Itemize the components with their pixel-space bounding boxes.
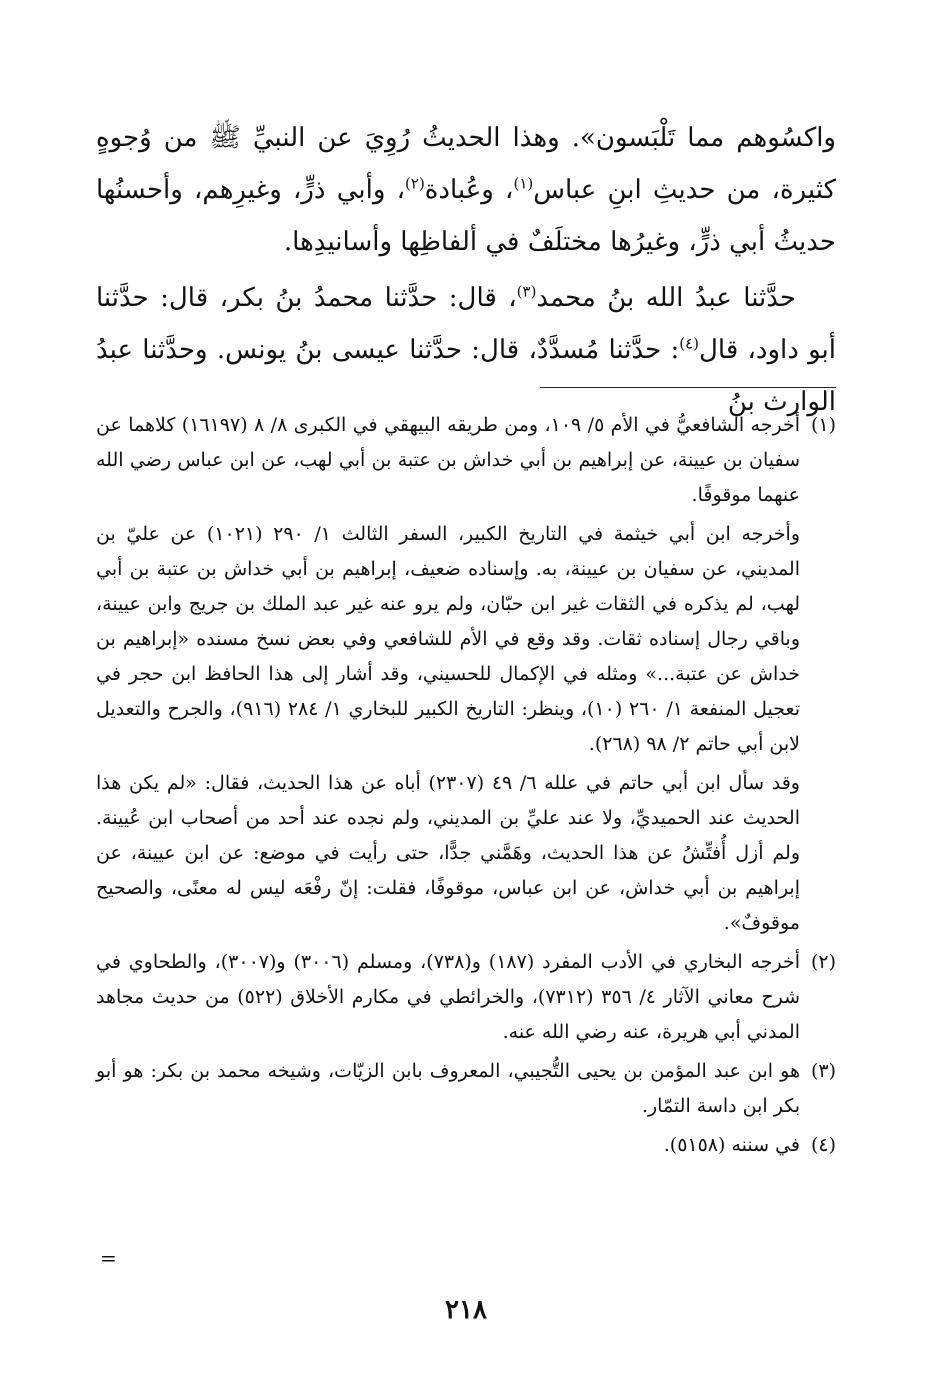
main-text: [96, 112, 836, 428]
footnote-separator: [540, 387, 836, 388]
footnote-paragraph: أخرجه الشافعيُّ في الأم ٥/ ١٠٩، ومن طريقه البيهقي في الكبرى ٨/ ٨ (١٦١٩٧) كلاهما عن سفيان بن عيينة، عن إبراهيم بن أبي خداش بن عتبة بن أبي لهب، عن ابن عباس رضي الله عنهما موقوفًا.: [96, 414, 801, 506]
footnote-number: (٤): [810, 1134, 836, 1156]
page-number: ٢١٨: [445, 1295, 487, 1325]
footnote-ref-1[interactable]: (١): [513, 174, 534, 193]
footnote-2: [96, 945, 836, 1050]
footnote-3: [96, 1054, 836, 1124]
footnote-number: (٢): [810, 951, 836, 973]
footnote-paragraph: أخرجه البخاري في الأدب المفرد (١٨٧) و(٧٣٨)، ومسلم (٣٠٠٦) و(٣٠٠٧)، والطحاوي في شرح معاني الآثار ٤/ ٣٥٦ (٧٣١٢)، والخرائطي في مكارم الأخلاق (٥٢٢) من حديث مجاهد المدني أبي هريرة، عنه رضي الله عنه.: [96, 951, 800, 1043]
main-paragraph-1-text-a: واكسُوهم مما تَلْبَسون». وهذا الحديثُ رُوِيَ عن النبيِّ ﷺ من وُجوهٍ كثيرة، من حديثِ ابنِ عباس: [96, 123, 836, 205]
main-paragraph-2: [96, 272, 836, 428]
footnote-1: [96, 408, 836, 941]
footnote-paragraph: هو ابن عبد المؤمن بن يحيى التُّجيبي، المعروف بابن الزيّات، وشيخه محمد بن بكر: هو أبو بكر ابن داسة التمّار.: [96, 1060, 800, 1117]
footnote-paragraph: في سننه (٥١٥٨).: [663, 1134, 800, 1156]
footnotes: [96, 408, 836, 1163]
footnote-number: (٣): [810, 1060, 836, 1082]
footnote-ref-2[interactable]: (٢): [405, 174, 425, 193]
main-paragraph-1: [96, 112, 836, 268]
footnote-4: [96, 1128, 836, 1163]
page: [96, 0, 836, 1375]
footnote-ref-3[interactable]: (٣): [516, 282, 537, 301]
main-paragraph-2-text-a: حدَّثنا عبدُ الله بنُ محمد: [536, 283, 796, 313]
main-paragraph-2-text-b: ، قال: حدَّثنا محمدُ بنُ بكر، قال: حدَّثنا أبو داود، قال: [96, 283, 836, 365]
footnote-number: (١): [810, 414, 836, 436]
continuation-mark: =: [100, 1246, 117, 1270]
footnote-paragraph: وقد سأل ابن أبي حاتم في علله ٦/ ٤٩ (٢٣٠٧) أباه عن هذا الحديث، فقال: «لم يكن هذا الحديث عند الحميديِّ، ولا عند عليِّ بن المديني، ولم نجده عند أحد من أصحاب ابن عُيينة. ولم أزل أُفتِّشُ عن هذا الحديث، وهَمَّني جدًّا، حتى رأيت في موضع: عن ابن عيينة، عن إبراهيم بن أبي خداش، عن ابن عباس، موقوفًا، فقلت: إنّ رفْعَه ليس له معنًى، والصحيح موقوفٌ».: [96, 772, 800, 934]
footnote-paragraph: وأخرجه ابن أبي خيثمة في التاريخ الكبير، السفر الثالث ١/ ٢٩٠ (١٠٢١) عن عليّ بن المديني، عن سفيان بن عيينة، به. وإسناده ضعيف، إبراهيم بن أبي خداش بن عتبة بن أبي لهب، لم يذكره في الثقات غير ابن حبّان، ولم يرو عنه غير عبد الملك بن جريج وابن عيينة، وباقي رجال إسناده ثقات. وقد وقع في الأم للشافعي وفي بعض نسخ مسنده «إبراهيم بن خداش عن عتبة...» ومثله في الإكمال للحسيني، وقد أشار إلى هذا الحافظ ابن حجر في تعجيل المنفعة ١/ ٢٦٠ (١٠)، وينظر: التاريخ الكبير للبخاري ١/ ٢٨٤ (٩١٦)، والجرح والتعديل لابن أبي حاتم ٢/ ٩٨ (٢٦٨).: [96, 523, 801, 755]
footnote-ref-4[interactable]: (٤): [679, 334, 699, 353]
main-paragraph-1-text-c: ، وأبي ذرٍّ، وغيرِهم، وأحسنُها حديثُ أبي ذرٍّ، وغيرُها مختلَفٌ في ألفاظِها وأسانيدِها.: [96, 175, 836, 257]
main-paragraph-2-text-c: : حدَّثنا مُسدَّدٌ، قال: حدَّثنا عيسى بنُ يونس. وحدَّثنا عبدُ الوارث بنُ: [96, 335, 836, 417]
main-paragraph-1-text-b: ، وعُبادة: [424, 175, 514, 205]
